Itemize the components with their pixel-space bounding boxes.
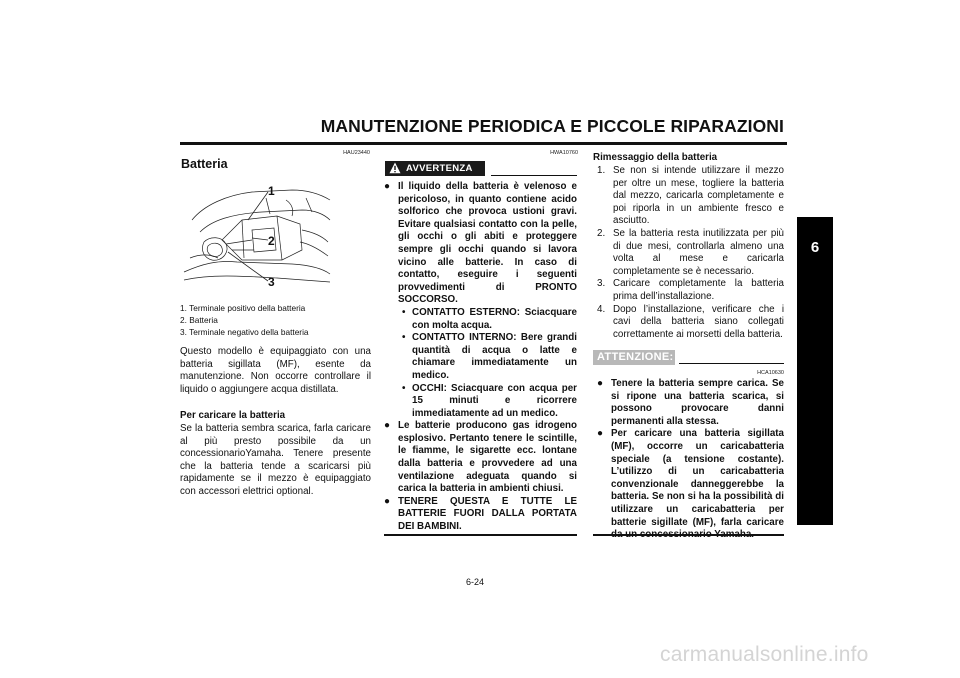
legend-item: 2. Batteria	[180, 315, 218, 325]
warning-rule	[491, 175, 577, 176]
storage-step: 1. Se non si intende utilizzare il mezzo per oltre un mese, togliere la batteria dal mezzo, caricarla completamente e poi riporla in un ambiente fresco e asciutto.	[597, 165, 784, 227]
first-aid-text: CONTATTO INTERNO: Bere grandi quantità di acqua o latte e chiamare immediatamente un medico.	[412, 332, 577, 381]
watermark: carmanualsonline.info	[660, 643, 869, 666]
storage-step-text: Dopo l’installazione, verificare che i cavi della batteria siano collegati correttamente ai morsetti della batteria.	[613, 303, 784, 340]
battery-illustration	[182, 180, 332, 292]
sub-bullet-icon: •	[402, 382, 406, 394]
caution-label: ATTENZIONE:	[597, 351, 674, 363]
caution-code: HCA10630	[757, 370, 784, 376]
page-header-title: MANUTENZIONE PERIODICA E PICCOLE RIPARAZIONI	[320, 116, 784, 136]
bullet-icon: ●	[384, 181, 391, 192]
chapter-tab	[797, 217, 833, 525]
section-title: Batteria	[181, 157, 228, 171]
warning-content	[384, 181, 577, 534]
bullet-icon: ●	[597, 378, 604, 389]
page-number: 6-24	[466, 577, 485, 587]
caution-end-rule	[593, 534, 784, 536]
caution-rule	[679, 363, 784, 364]
figure-callout-1: 1	[268, 184, 275, 198]
storage-step: 4. Dopo l’installazione, verificare che i cavi della batteria siano collegati correttamente ai morsetti della batteria.	[597, 303, 784, 340]
first-aid-item	[398, 332, 577, 382]
warning-triangle-icon	[389, 162, 401, 174]
charge-paragraph: Se la batteria sembra scarica, farla caricare al più presto possibile da un concessionarioYamaha. Tenere presente che la batteria tende a scaricarsi più rapidamente se il mezzo è equipaggiato con accessori elettrici optional.	[180, 423, 371, 497]
warning-bullet	[384, 420, 577, 496]
warning-bullet	[384, 181, 577, 420]
caution-item	[597, 378, 784, 428]
warning-code: HWA10760	[550, 150, 578, 156]
section-code: HAU23440	[343, 150, 370, 156]
storage-steps	[597, 165, 784, 341]
warning-end-rule	[384, 534, 577, 536]
warning-bullet-text: Il liquido della batteria è velenoso e pericoloso, in quanto contiene acido solforico che provoca ustioni gravi. Evitare qualsiasi contatto con la pelle, gli occhi o gli abiti e proteggere sempre gli occhi quando si lavora vicino alle batterie. In caso di contatto, eseguire i seguenti provvedimenti di PRONTO SOCCORSO.	[398, 181, 577, 306]
bullet-icon: ●	[384, 495, 391, 507]
storage-step: 3. Caricare completamente la batteria prima dell’installazione.	[597, 278, 784, 302]
first-aid-item	[398, 383, 577, 421]
caution-label-box	[593, 350, 675, 365]
intro-paragraph: Questo modello è equipaggiato con una batteria sigillata (MF), esente da manutenzione. Non occorre controllare il liquido o aggiungere acqua distillata.	[180, 346, 371, 395]
storage-step-text: Caricare completamente la batteria prima dell’installazione.	[613, 278, 784, 302]
figure-callout-3: 3	[268, 275, 275, 289]
first-aid-item	[398, 307, 577, 332]
storage-heading: Rimessaggio della batteria	[593, 152, 718, 163]
caution-item	[597, 428, 784, 541]
sub-bullet-icon: •	[402, 332, 406, 344]
storage-step: 2. Se la batteria resta inutilizzata per più di due mesi, controllarla almeno una volta al mese e caricarla completamente se è necessario.	[597, 227, 784, 277]
warning-bullet-text: Le batterie producono gas idrogeno esplosivo. Pertanto tenere le scintille, le fiamme, le sigarette ecc. lontane dalla batteria e provvedere ad una ventilazione adeguata quando si carica la batteria in ambienti chiusi.	[398, 420, 577, 495]
first-aid-text: OCCHI: Sciacquare con acqua per 15 minuti e ricorrere immediatamente ad un medico.	[412, 382, 577, 419]
caution-item-text: Per caricare una batteria sigillata (MF), occorre un caricabatteria speciale (a tensione costante). L’utilizzo di un caricabatteria convenzionale danneggerebbe la batteria. Se non si ha la possibilità di utilizzare un caricabatteria per batterie sigillate (MF), farla caricare	[611, 428, 784, 528]
storage-step-text: Se non si intende utilizzare il mezzo per oltre un mese, togliere la batteria dal mezzo, caricarla completamente e poi riporla in un ambiente fresco e asciutto.	[613, 165, 784, 227]
charge-heading: Per caricare la batteria	[180, 410, 286, 421]
caution-item-text: Tenere la batteria sempre carica. Se si ripone una batteria scarica, si possono provocare danni permanenti alla stessa.	[611, 378, 784, 427]
battery-location-drawing	[182, 180, 332, 292]
storage-step-text: Se la batteria resta inutilizzata per più di due mesi, controllarla almeno una volta al mese e caricarla completamente se è necessario.	[613, 227, 784, 277]
first-aid-text: CONTATTO ESTERNO: Sciacquare con molta acqua.	[412, 306, 577, 331]
sub-bullet-icon: •	[402, 306, 406, 318]
warning-bullet-text: TENERE QUESTA E TUTTE LE BATTERIE FUORI DALLA PORTATA DEI BAMBINI.	[398, 495, 577, 533]
figure-legend	[180, 302, 370, 338]
legend-item: 1. Terminale positivo della batteria	[180, 303, 306, 313]
legend-item: 3. Terminale negativo della batteria	[180, 327, 309, 337]
warning-label-box	[385, 161, 485, 176]
bullet-icon: ●	[597, 428, 604, 440]
warning-bullet	[384, 496, 577, 534]
caution-content	[597, 378, 784, 542]
bullet-icon: ●	[384, 420, 391, 432]
chapter-number: 6	[810, 239, 820, 256]
warning-label: AVVERTENZA	[406, 163, 473, 174]
header-rule	[180, 142, 787, 145]
figure-callout-2: 2	[268, 234, 275, 248]
